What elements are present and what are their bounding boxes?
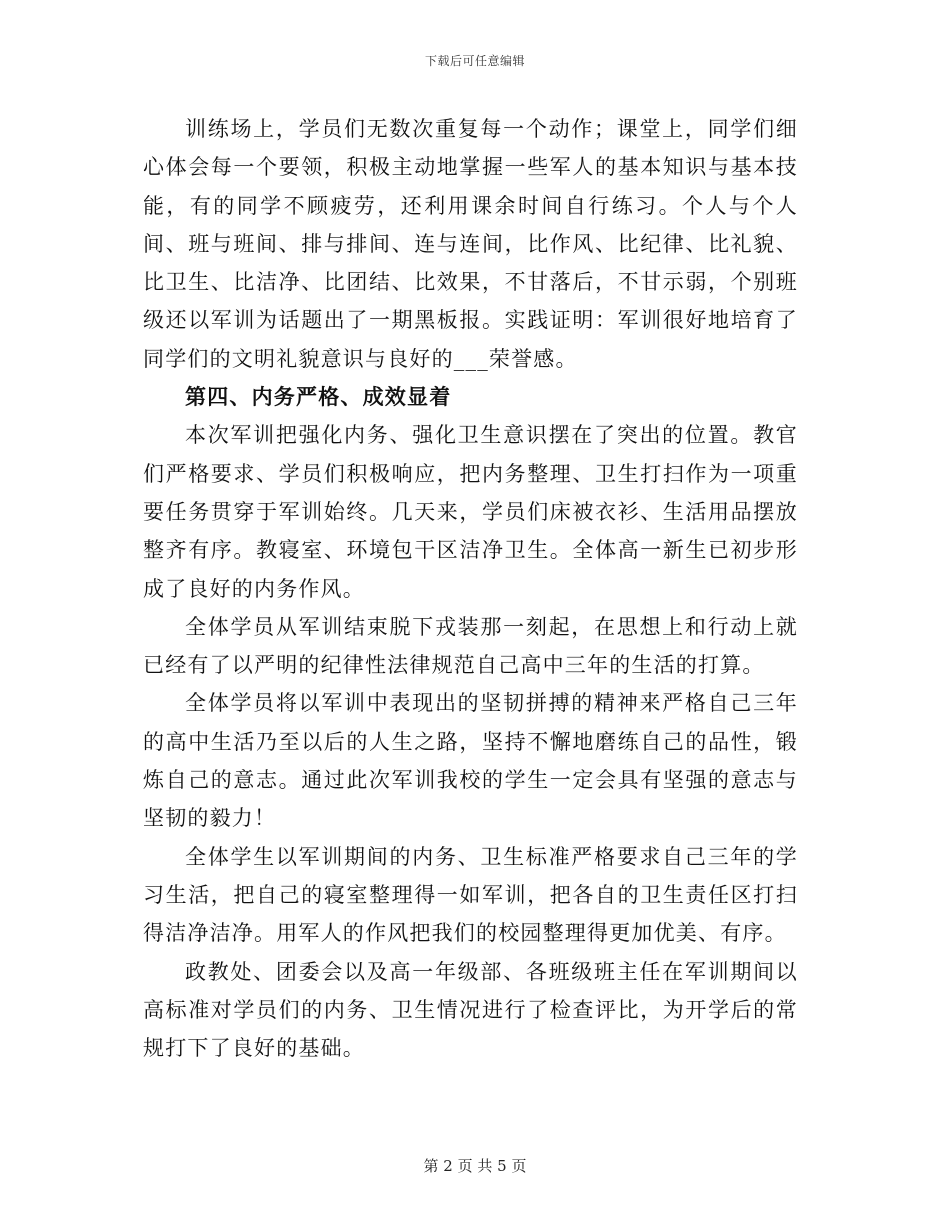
paragraph-hygiene: 全体学生以军训期间的内务、卫生标准严格要求自己三年的学习生活，把自己的寝室整理得一如军训，把各自的卫生责任区打扫得洁净洁净。用军人的作风把我们的校园整理得更加优美、有序。: [143, 844, 798, 946]
paragraph-training: 训练场上，学员们无数次重复每一个动作；课堂上，同学们细心体会每一个要领，积极主动地掌握一些军人的基本知识与基本技能，有的同学不顾疲劳，还利用课余时间自行练习。个人与个人间、班与班间、排与排间、连与连间，比作风、比纪律、比礼貌、比卫生、比洁净、比团结、比效果，不甘落后，不甘示弱，个别班级还以军训为话题出了一期黑板报。实践证明：军训很好地培育了同学们的文明礼貌意识与良好的___荣誉感。: [143, 117, 798, 371]
paragraph-discipline: 全体学员从军训结束脱下戎装那一刻起，在思想上和行动上就已经有了以严明的纪律性法律规范自己高中三年的生活的打算。: [143, 614, 798, 678]
paragraph-spirit: 全体学员将以军训中表现出的坚韧拼搏的精神来严格自己三年的高中生活乃至以后的人生之路，坚持不懈地磨练自己的品性，锻炼自己的意志。通过此次军训我校的学生一定会具有坚强的意志与坚韧的毅力！: [143, 691, 798, 831]
page-header: 下载后可任意编辑: [424, 54, 525, 68]
section-heading-4: 第四、内务严格、成效显着: [185, 384, 452, 410]
page-number: 第 2 页 共 5 页: [423, 1157, 527, 1175]
paragraph-inspection: 政教处、团委会以及高一年级部、各班级班主任在军训期间以高标准对学员们的内务、卫生情况进行了检查评比，为开学后的常规打下了良好的基础。: [143, 959, 798, 1061]
document-body: [143, 110, 798, 1067]
paragraph-housekeeping: 本次军训把强化内务、强化卫生意识摆在了突出的位置。教官们严格要求、学员们积极响应，把内务整理、卫生打扫作为一项重要任务贯穿于军训始终。几天来，学员们床被衣衫、生活用品摆放整齐有序。教寝室、环境包干区洁净卫生。全体高一新生已初步形成了良好的内务作风。: [143, 423, 798, 601]
